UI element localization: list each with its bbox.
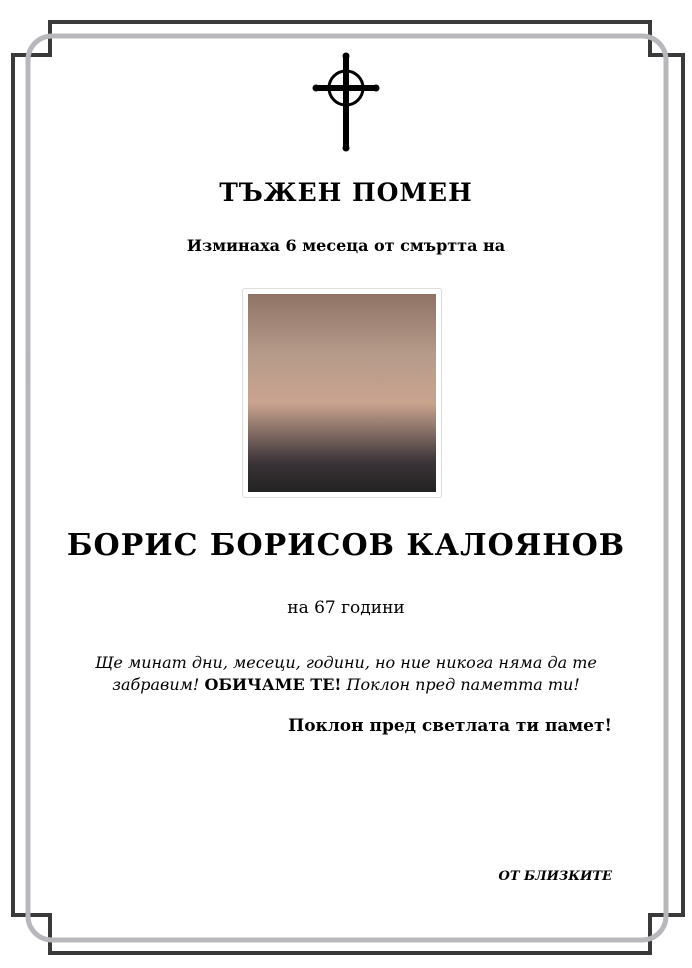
deceased-name: БОРИС БОРИСОВ КАЛОЯНОВ bbox=[66, 528, 626, 563]
intro-text: Изминаха 6 месеца от смъртта на bbox=[186, 236, 506, 255]
message-emphasis: ОБИЧАМЕ ТЕ! bbox=[204, 675, 342, 694]
page-title: ТЪЖЕН ПОМЕН bbox=[219, 178, 473, 207]
cross-icon bbox=[313, 53, 379, 151]
tribute-text: Поклон пред светлата ти памет! bbox=[288, 716, 612, 736]
message-part1: Ще минат дни, месеци, години, но ние никога няма да те забравим! bbox=[95, 653, 597, 694]
age-text: на 67 години bbox=[287, 598, 405, 618]
portrait-photo bbox=[242, 288, 442, 498]
message-text bbox=[70, 652, 622, 696]
message-part2: Поклон пред паметта ти! bbox=[341, 675, 580, 694]
signature-from: ОТ БЛИЗКИТЕ bbox=[498, 869, 612, 884]
